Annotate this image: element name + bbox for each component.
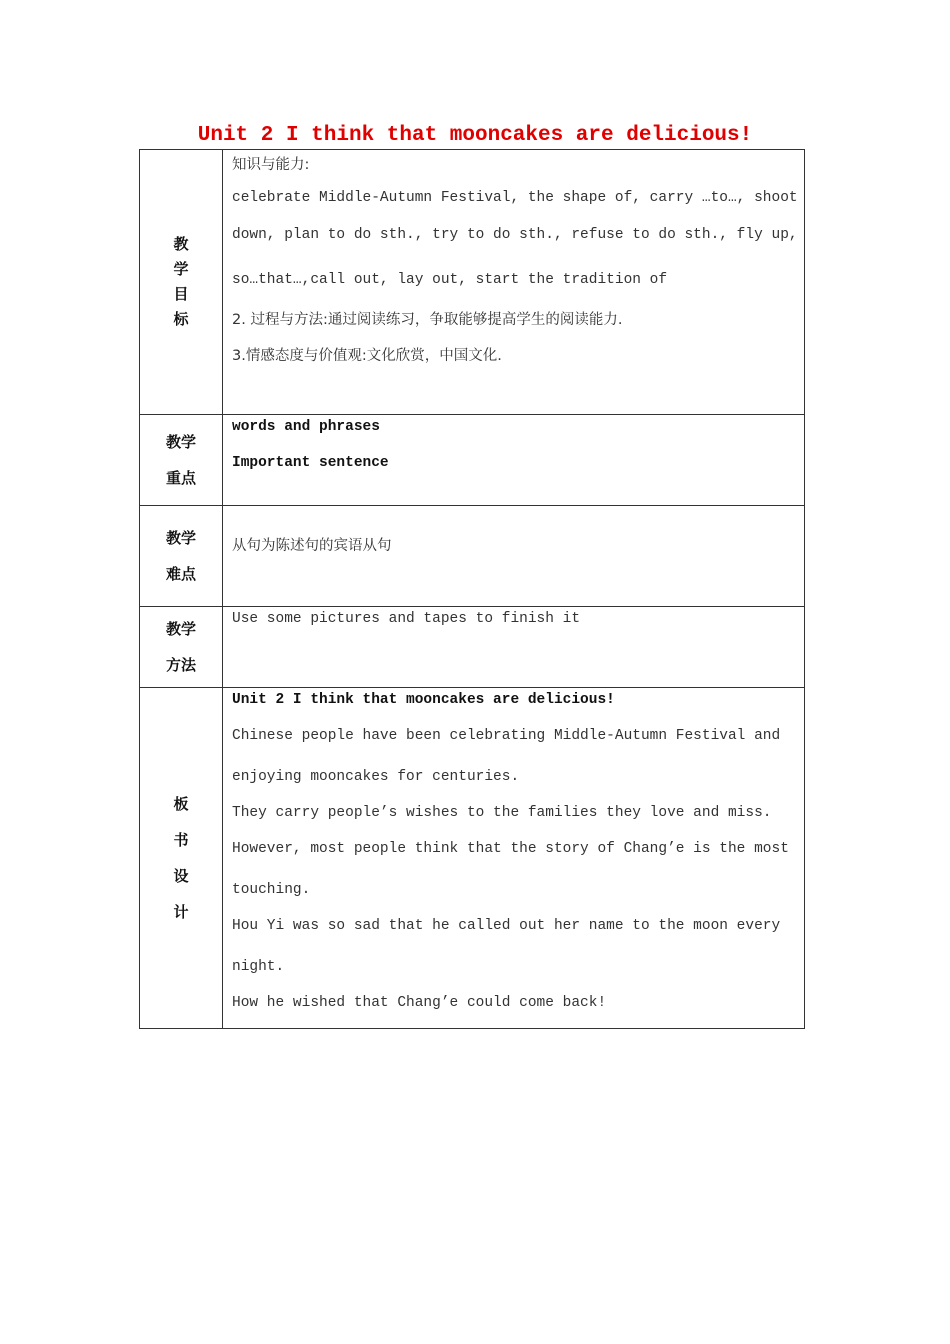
- label-char: 教: [173, 235, 189, 253]
- table-row-difficulties: [140, 506, 805, 607]
- content-line: 2. 过程与方法:通过阅读练习，争取能够提高学生的阅读能力.: [232, 312, 623, 328]
- content-line: enjoying mooncakes for centuries.: [232, 769, 520, 785]
- table-row-key-points: [140, 415, 805, 506]
- label-text: 教学: [165, 433, 196, 451]
- content-line: 从句为陈述句的宾语从句: [232, 537, 392, 554]
- label-char: 学: [173, 260, 189, 278]
- content-line: How he wished that Chang’e could come back!: [232, 995, 607, 1011]
- table-row-methods: [140, 607, 805, 688]
- row-label-blackboard: [140, 688, 223, 1029]
- table-row-objectives: [140, 150, 805, 415]
- label-text: 方法: [165, 656, 196, 674]
- page-title: Unit 2 I think that mooncakes are delicious!: [197, 124, 753, 147]
- row-label-objectives: [140, 150, 223, 415]
- label-text: 重点: [165, 469, 196, 487]
- label-char: 计: [173, 903, 189, 921]
- label-char: 书: [173, 831, 189, 849]
- table-row-blackboard: [140, 688, 805, 1029]
- lesson-plan-table: [139, 149, 805, 1029]
- content-line: words and phrases: [232, 419, 380, 435]
- content-line: They carry people’s wishes to the families they love and miss.: [232, 805, 772, 821]
- content-line: Chinese people have been celebrating Middle-Autumn Festival and: [232, 728, 781, 744]
- label-char: 目: [173, 285, 189, 303]
- row-content-key-points: [223, 415, 805, 506]
- content-line: 知识与能力:: [232, 157, 310, 173]
- label-char: 标: [173, 310, 189, 328]
- row-content-objectives: [223, 150, 805, 415]
- label-text: 难点: [165, 565, 196, 583]
- row-content-blackboard: [223, 688, 805, 1029]
- content-line: night.: [232, 959, 285, 975]
- row-label-difficulties: [140, 506, 223, 607]
- content-line: Use some pictures and tapes to finish it: [232, 611, 581, 627]
- content-line: Important sentence: [232, 455, 389, 471]
- row-label-methods: [140, 607, 223, 688]
- row-label-key-points: [140, 415, 223, 506]
- label-char: 板: [173, 795, 189, 813]
- content-line: touching.: [232, 882, 311, 898]
- content-line: Hou Yi was so sad that he called out her name to the moon every: [232, 918, 781, 934]
- label-text: 教学: [165, 529, 196, 547]
- content-line: down, plan to do sth., try to do sth., refuse to do sth., fly up,: [232, 227, 798, 243]
- content-line: so…that…,call out, lay out, start the tradition of: [232, 272, 668, 288]
- content-line: 3.情感态度与价值观:文化欣赏，中国文化.: [232, 348, 502, 364]
- row-content-difficulties: [223, 506, 805, 607]
- label-text: 教学: [165, 620, 196, 638]
- content-line: Unit 2 I think that mooncakes are delicious!: [232, 692, 615, 708]
- label-char: 设: [173, 867, 189, 885]
- content-line: However, most people think that the story of Chang’e is the most: [232, 841, 789, 857]
- row-content-methods: [223, 607, 805, 688]
- content-line: celebrate Middle-Autumn Festival, the shape of, carry …to…, shoot: [232, 190, 798, 206]
